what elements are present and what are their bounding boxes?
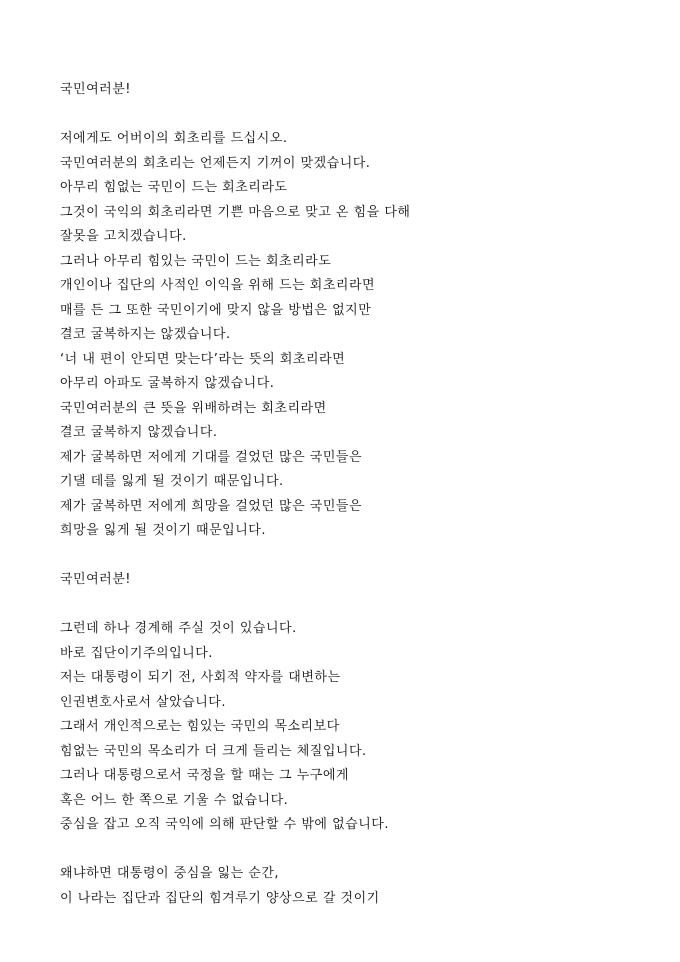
text-line: 그래서 개인적으로는 힘있는 국민의 목소리보다 <box>60 719 340 734</box>
text-line: 그러나 대통령으로서 국정을 할 때는 그 누구에게 <box>60 768 349 783</box>
text-line: ‘너 내 편이 안되면 맞는다’라는 뜻의 회초리라면 <box>60 351 346 367</box>
section-paragraph-1 <box>60 127 660 544</box>
text-line: 결코 굴복하지 않겠습니다. <box>60 425 218 440</box>
text-line: 인권변호사로서 살았습니다. <box>60 694 226 710</box>
text-line: 매를 든 그 또한 국민이기에 맞지 않을 방법은 없지만 <box>60 302 372 318</box>
paragraph-gap <box>60 838 660 863</box>
text-line: 기댈 데를 잃게 될 것이기 때문입니다. <box>60 474 284 489</box>
text-line: 국민여러분의 큰 뜻을 위배하려는 회초리라면 <box>60 400 327 416</box>
text-line: 제가 굴복하면 저에게 기대를 걸었던 많은 국민들은 <box>60 449 363 465</box>
paragraph-gap <box>60 103 660 128</box>
text-line: 바로 집단이기주의입니다. <box>60 645 213 661</box>
text-line: 그런데 하나 경계해 주실 것이 있습니다. <box>60 621 297 636</box>
text-line: 중심을 잡고 오직 국익에 의해 판단할 수 밖에 없습니다. <box>60 817 389 832</box>
text-line: 힘없는 국민의 목소리가 더 크게 들리는 체질입니다. <box>60 743 367 759</box>
paragraph-gap <box>60 593 660 618</box>
section-greeting-2 <box>60 568 660 593</box>
text-line: 국민여러분! <box>60 82 132 97</box>
text-line: 저는 대통령이 되기 전, 사회적 약자를 대변하는 <box>60 670 341 685</box>
text-line: 제가 굴복하면 저에게 희망을 걸었던 많은 국민들은 <box>60 498 363 514</box>
text-line: 개인이나 집단의 사적인 이익을 위해 드는 회초리라면 <box>60 278 376 293</box>
document-page <box>60 78 660 911</box>
text-line: 왜냐하면 대통령이 중심을 잃는 순간, <box>60 866 280 881</box>
section-paragraph-2 <box>60 617 660 838</box>
paragraph-gap <box>60 544 660 569</box>
text-line: 아무리 아파도 굴복하지 않겠습니다. <box>60 376 275 391</box>
text-line: 그것이 국익의 회초리라면 기쁜 마음으로 맞고 온 힘을 다해 <box>60 204 411 220</box>
text-line: 희망을 잃게 될 것이기 때문입니다. <box>60 523 266 538</box>
text-line: 잘못을 고치겠습니다. <box>60 229 187 244</box>
text-line: 아무리 힘없는 국민이 드는 회초리라도 <box>60 180 288 195</box>
text-line: 결코 굴복하지는 않겠습니다. <box>60 327 231 342</box>
section-greeting-1 <box>60 78 660 103</box>
text-line: 저에게도 어버이의 회초리를 드십시오. <box>60 131 288 146</box>
text-line: 국민여러분! <box>60 572 132 587</box>
text-line: 이 나라는 집단과 집단의 힘겨루기 양상으로 갈 것이기 <box>60 890 380 906</box>
text-line: 국민여러분의 회초리는 언제든지 기꺼이 맞겠습니다. <box>60 155 371 171</box>
text-line: 그러나 아무리 힘있는 국민이 드는 회초리라도 <box>60 253 332 269</box>
section-paragraph-3 <box>60 862 660 911</box>
text-line: 혹은 어느 한 쪽으로 기울 수 없습니다. <box>60 792 289 808</box>
